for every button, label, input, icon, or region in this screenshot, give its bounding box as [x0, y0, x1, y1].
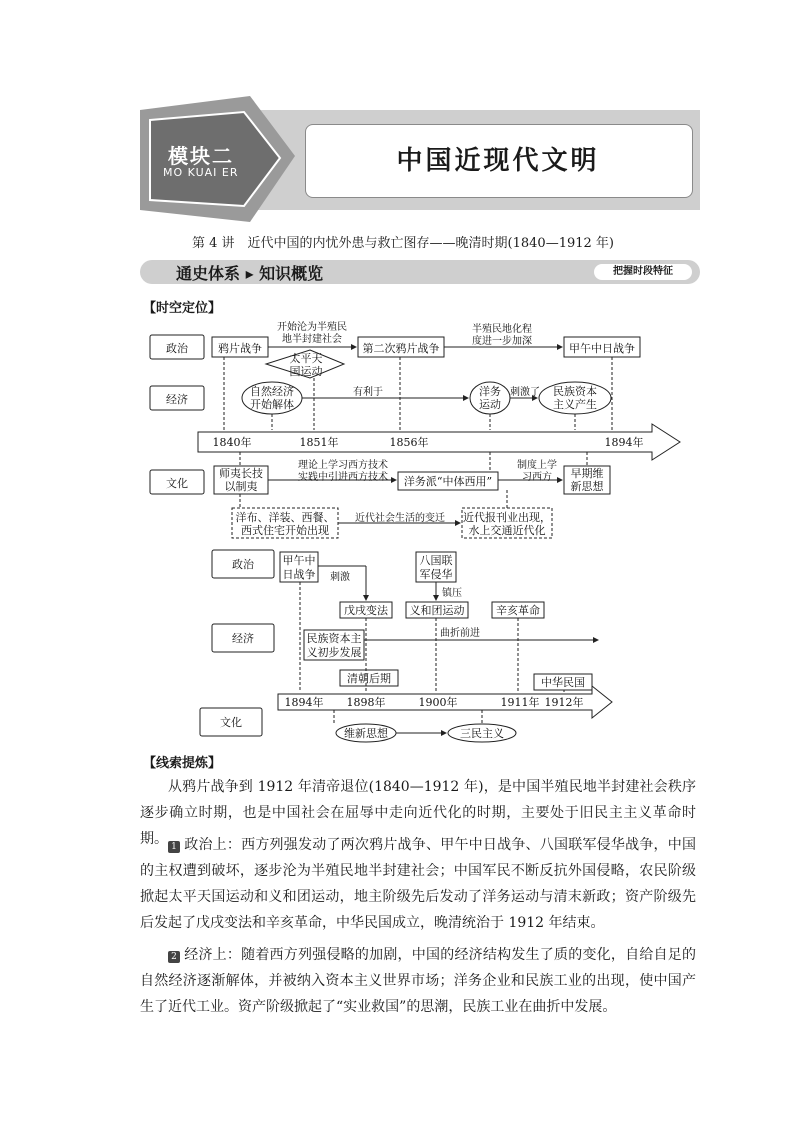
d2-cat-economy: 经济 [232, 632, 254, 645]
d1-westernization-1: 洋务 [479, 385, 501, 398]
d2-capital-2: 义初步发展 [306, 646, 362, 659]
paragraph-politics [140, 832, 696, 936]
d1-theory-1: 理论上学习西方技术 [298, 460, 388, 471]
number-badge-2: 2 [168, 951, 180, 963]
page-title: 中国近现代文明 [396, 146, 600, 176]
d1-taiping-1: 太平天 [289, 352, 323, 365]
d1-zhongti: 洋务派“中体西用” [403, 475, 493, 488]
d1-cat-politics: 政治 [166, 342, 188, 355]
d2-suppress: 镇压 [442, 588, 462, 599]
lecture-title: 第 4 讲 近代中国的内忧外患与救亡图存——晚清时期(1840—1912 年) [192, 236, 614, 251]
number-badge-1: 1 [168, 841, 180, 853]
d1-life-1: 洋布、洋装、西餐、 [235, 511, 335, 524]
d1-opium-war: 鸦片战争 [218, 342, 262, 355]
d2-reform-thought: 维新思想 [344, 727, 388, 740]
d2-roc: 中华民国 [541, 676, 585, 689]
d2-year-1912: 1912年 [544, 696, 584, 709]
d2-capital-1: 民族资本主 [306, 632, 362, 645]
section-tag: 把握时段特征 [594, 264, 692, 280]
d2-late-qing: 清朝后期 [347, 672, 391, 685]
d1-reform-thought-1: 早期维 [570, 467, 604, 480]
d2-allied-1: 八国联 [419, 554, 453, 567]
d2-cat-culture: 文化 [220, 716, 242, 729]
d2-cat-politics: 政治 [232, 558, 254, 571]
module-label: 模块二 [168, 144, 234, 168]
d2-stimulate: 刺激 [330, 572, 350, 583]
d1-natural-econ-1: 自然经济 [250, 385, 294, 398]
heading-timespace: 【时空定位】 [143, 301, 222, 316]
d1-stimulate: 刺激了 [510, 387, 540, 398]
d1-year-1894: 1894年 [604, 436, 644, 449]
d1-year-1856: 1856年 [389, 436, 429, 449]
d2-year-1900: 1900年 [418, 696, 458, 709]
d1-second-opium-war: 第二次鸦片战争 [362, 342, 440, 355]
timeline-diagram-1 [140, 318, 700, 537]
module-sub-label: MO KUAI ER [163, 166, 239, 179]
d1-theory-2: 实践中引进西方技术 [298, 472, 388, 483]
d1-cat-economy: 经济 [166, 393, 188, 406]
d1-natural-econ-2: 开始解体 [250, 398, 294, 411]
d2-tortuous: 曲折前进 [440, 628, 480, 639]
d2-year-1911: 1911年 [500, 696, 540, 709]
d1-sino-japanese-war: 甲午中日战争 [569, 342, 635, 355]
d1-westernization-2: 运动 [479, 398, 501, 411]
d1-media-2: 水上交通近代化 [468, 524, 546, 537]
d1-note-deepen-2: 度进一步加深 [472, 336, 532, 347]
d1-note-semicolonial-2: 地半封建社会 [282, 334, 342, 345]
d2-year-1894: 1894年 [284, 696, 324, 709]
paragraph-intro: 从鸦片战争到 1912 年清帝退位(1840—1912 年)，是中国半殖民地半封建社会秩序逐步确立时期，也是中国社会在屈辱中走向近代化的时期，主要处于旧民主主义革命时期。 [140, 779, 696, 847]
section-title: 通史体系 ▸ 知识概览 [176, 264, 324, 283]
d1-life-change: 近代社会生活的变迁 [355, 513, 445, 524]
paragraph-economy [140, 942, 696, 1020]
timeline-diagram-2 [200, 540, 620, 750]
d1-reform-thought-2: 新思想 [570, 480, 604, 493]
d1-system-1: 制度上学 [517, 460, 557, 471]
d1-cat-culture: 文化 [166, 477, 188, 490]
d2-boxer: 义和团运动 [409, 604, 465, 617]
d1-learn-west-2: 以制夷 [224, 480, 258, 493]
d2-war-1: 甲午中 [282, 554, 316, 567]
d1-learn-west-1: 师夷长技 [219, 467, 263, 480]
d2-three-principles: 三民主义 [460, 727, 504, 740]
d1-note-semicolonial-1: 开始沦为半殖民 [277, 322, 347, 333]
d2-war-2: 日战争 [282, 568, 316, 581]
d1-taiping-2: 国运动 [289, 365, 323, 378]
d1-system-2: 习西方 [522, 472, 552, 483]
d1-media-1: 近代报刊业出现， [463, 511, 551, 524]
d2-reform: 戊戌变法 [344, 604, 388, 617]
d1-national-capital-1: 民族资本 [553, 385, 597, 398]
heading-clues: 【线索提炼】 [143, 756, 222, 771]
paragraph-economy-text: 经济上：随着西方列强侵略的加剧，中国的经济结构发生了质的变化，自给自足的自然经济逐渐解体，并被纳入资本主义世界市场；洋务企业和民族工业的出现，使中国产生了近代工业。资产阶级掀起了“实业救国”的思潮，民族工业在曲折中发展。 [140, 947, 696, 1015]
d1-favorable: 有利于 [353, 387, 383, 398]
d1-year-1851: 1851年 [299, 436, 339, 449]
d1-year-1840: 1840年 [212, 436, 252, 449]
d1-life-2: 西式住宅开始出现 [241, 524, 329, 537]
d2-year-1898: 1898年 [346, 696, 386, 709]
d2-xinhai: 辛亥革命 [496, 604, 540, 617]
d1-national-capital-2: 主义产生 [553, 398, 597, 411]
d2-allied-2: 军侵华 [419, 568, 453, 581]
d1-note-deepen-1: 半殖民地化程 [472, 324, 532, 335]
paragraph-politics-text: 政治上：西方列强发动了两次鸦片战争、甲午中日战争、八国联军侵华战争，中国的主权遭到破坏，逐步沦为半殖民地半封建社会；中国军民不断反抗外国侵略，农民阶级掀起太平天国运动和义和团运动，地主阶级先后发动了洋务运动与清末新政；资产阶级先后发起了戊戌变法和辛亥革命，中华民国成立，晚清统治于 1912 年结束。 [140, 837, 696, 931]
